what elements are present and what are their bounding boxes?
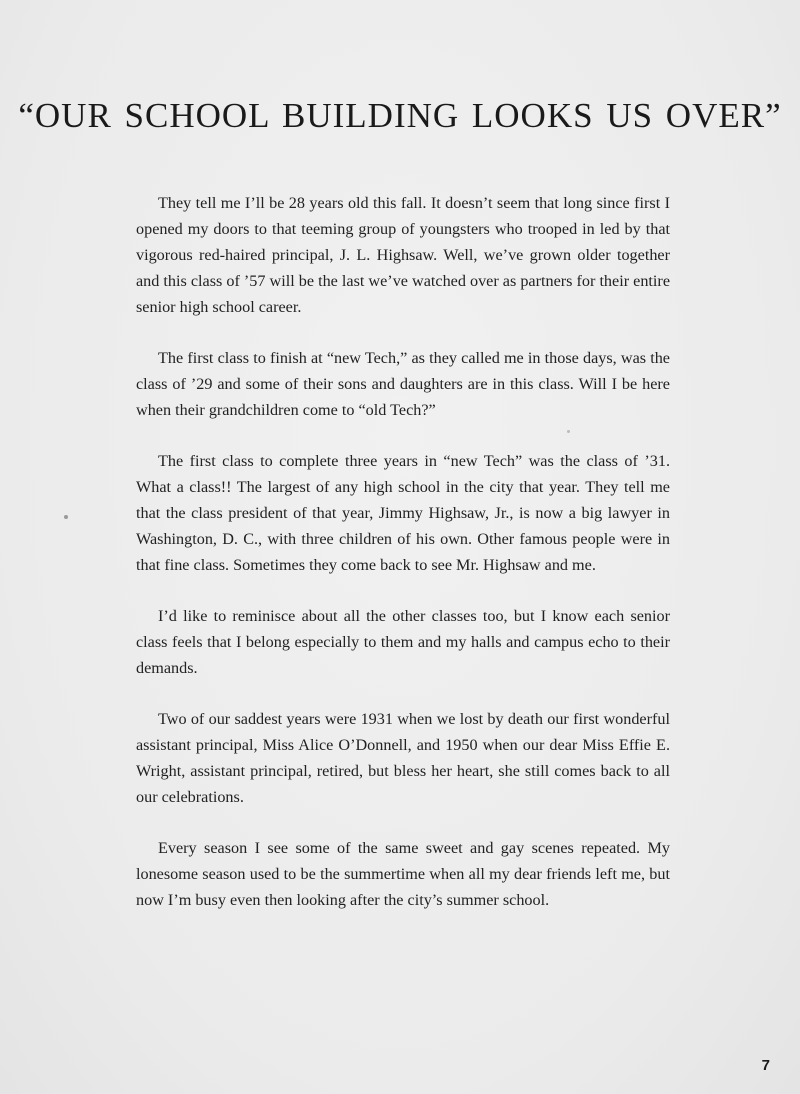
paragraph-4: I’d like to reminisce about all the other classes too, but I know each senior class feels that I belong especially to them and my halls and campus echo to their demands. [136, 607, 670, 677]
page-title: “OUR SCHOOL BUILDING LOOKS US OVER” [18, 96, 782, 135]
paper-speck [567, 430, 570, 433]
paragraph-2: The first class to finish at “new Tech,” as they called me in those days, was the class of ’29 and some of their sons and daughters are in this class. Will I be here when their grandchildren come to “old Tech?” [136, 349, 670, 419]
paragraph-6: Every season I see some of the same sweet and gay scenes repeated. My lonesome season used to be the summertime when all my dear friends left me, but now I’m busy even then looking after the city’s summer school. [136, 839, 670, 909]
article-body [136, 190, 670, 938]
paragraph-5: Two of our saddest years were 1931 when we lost by death our first wonderful assistant principal, Miss Alice O’Donnell, and 1950 when our dear Miss Effie E. Wright, assistant principal, retired, but bless her heart, she still comes back to all our celebrations. [136, 710, 670, 806]
paragraph-3: The first class to complete three years in “new Tech” was the class of ’31. What a class!! The largest of any high school in the city that year. They tell me that the class president of that year, Jimmy Highsaw, Jr., is now a big lawyer in Washington, D. C., with three children of his own. Other famous people were in that fine class. Sometimes they come back to see Mr. Highsaw and me. [136, 452, 670, 574]
paragraph-1: They tell me I’ll be 28 years old this fall. It doesn’t seem that long since first I opened my doors to that teeming group of youngsters who trooped in led by that vigorous red-haired principal, J. L. Highsaw. Well, we’ve grown older together and this class of ’57 will be the last we’ve watched over as partners for their entire senior high school career. [136, 194, 670, 316]
paper-speck [64, 515, 68, 519]
page-number: 7 [761, 1057, 770, 1074]
